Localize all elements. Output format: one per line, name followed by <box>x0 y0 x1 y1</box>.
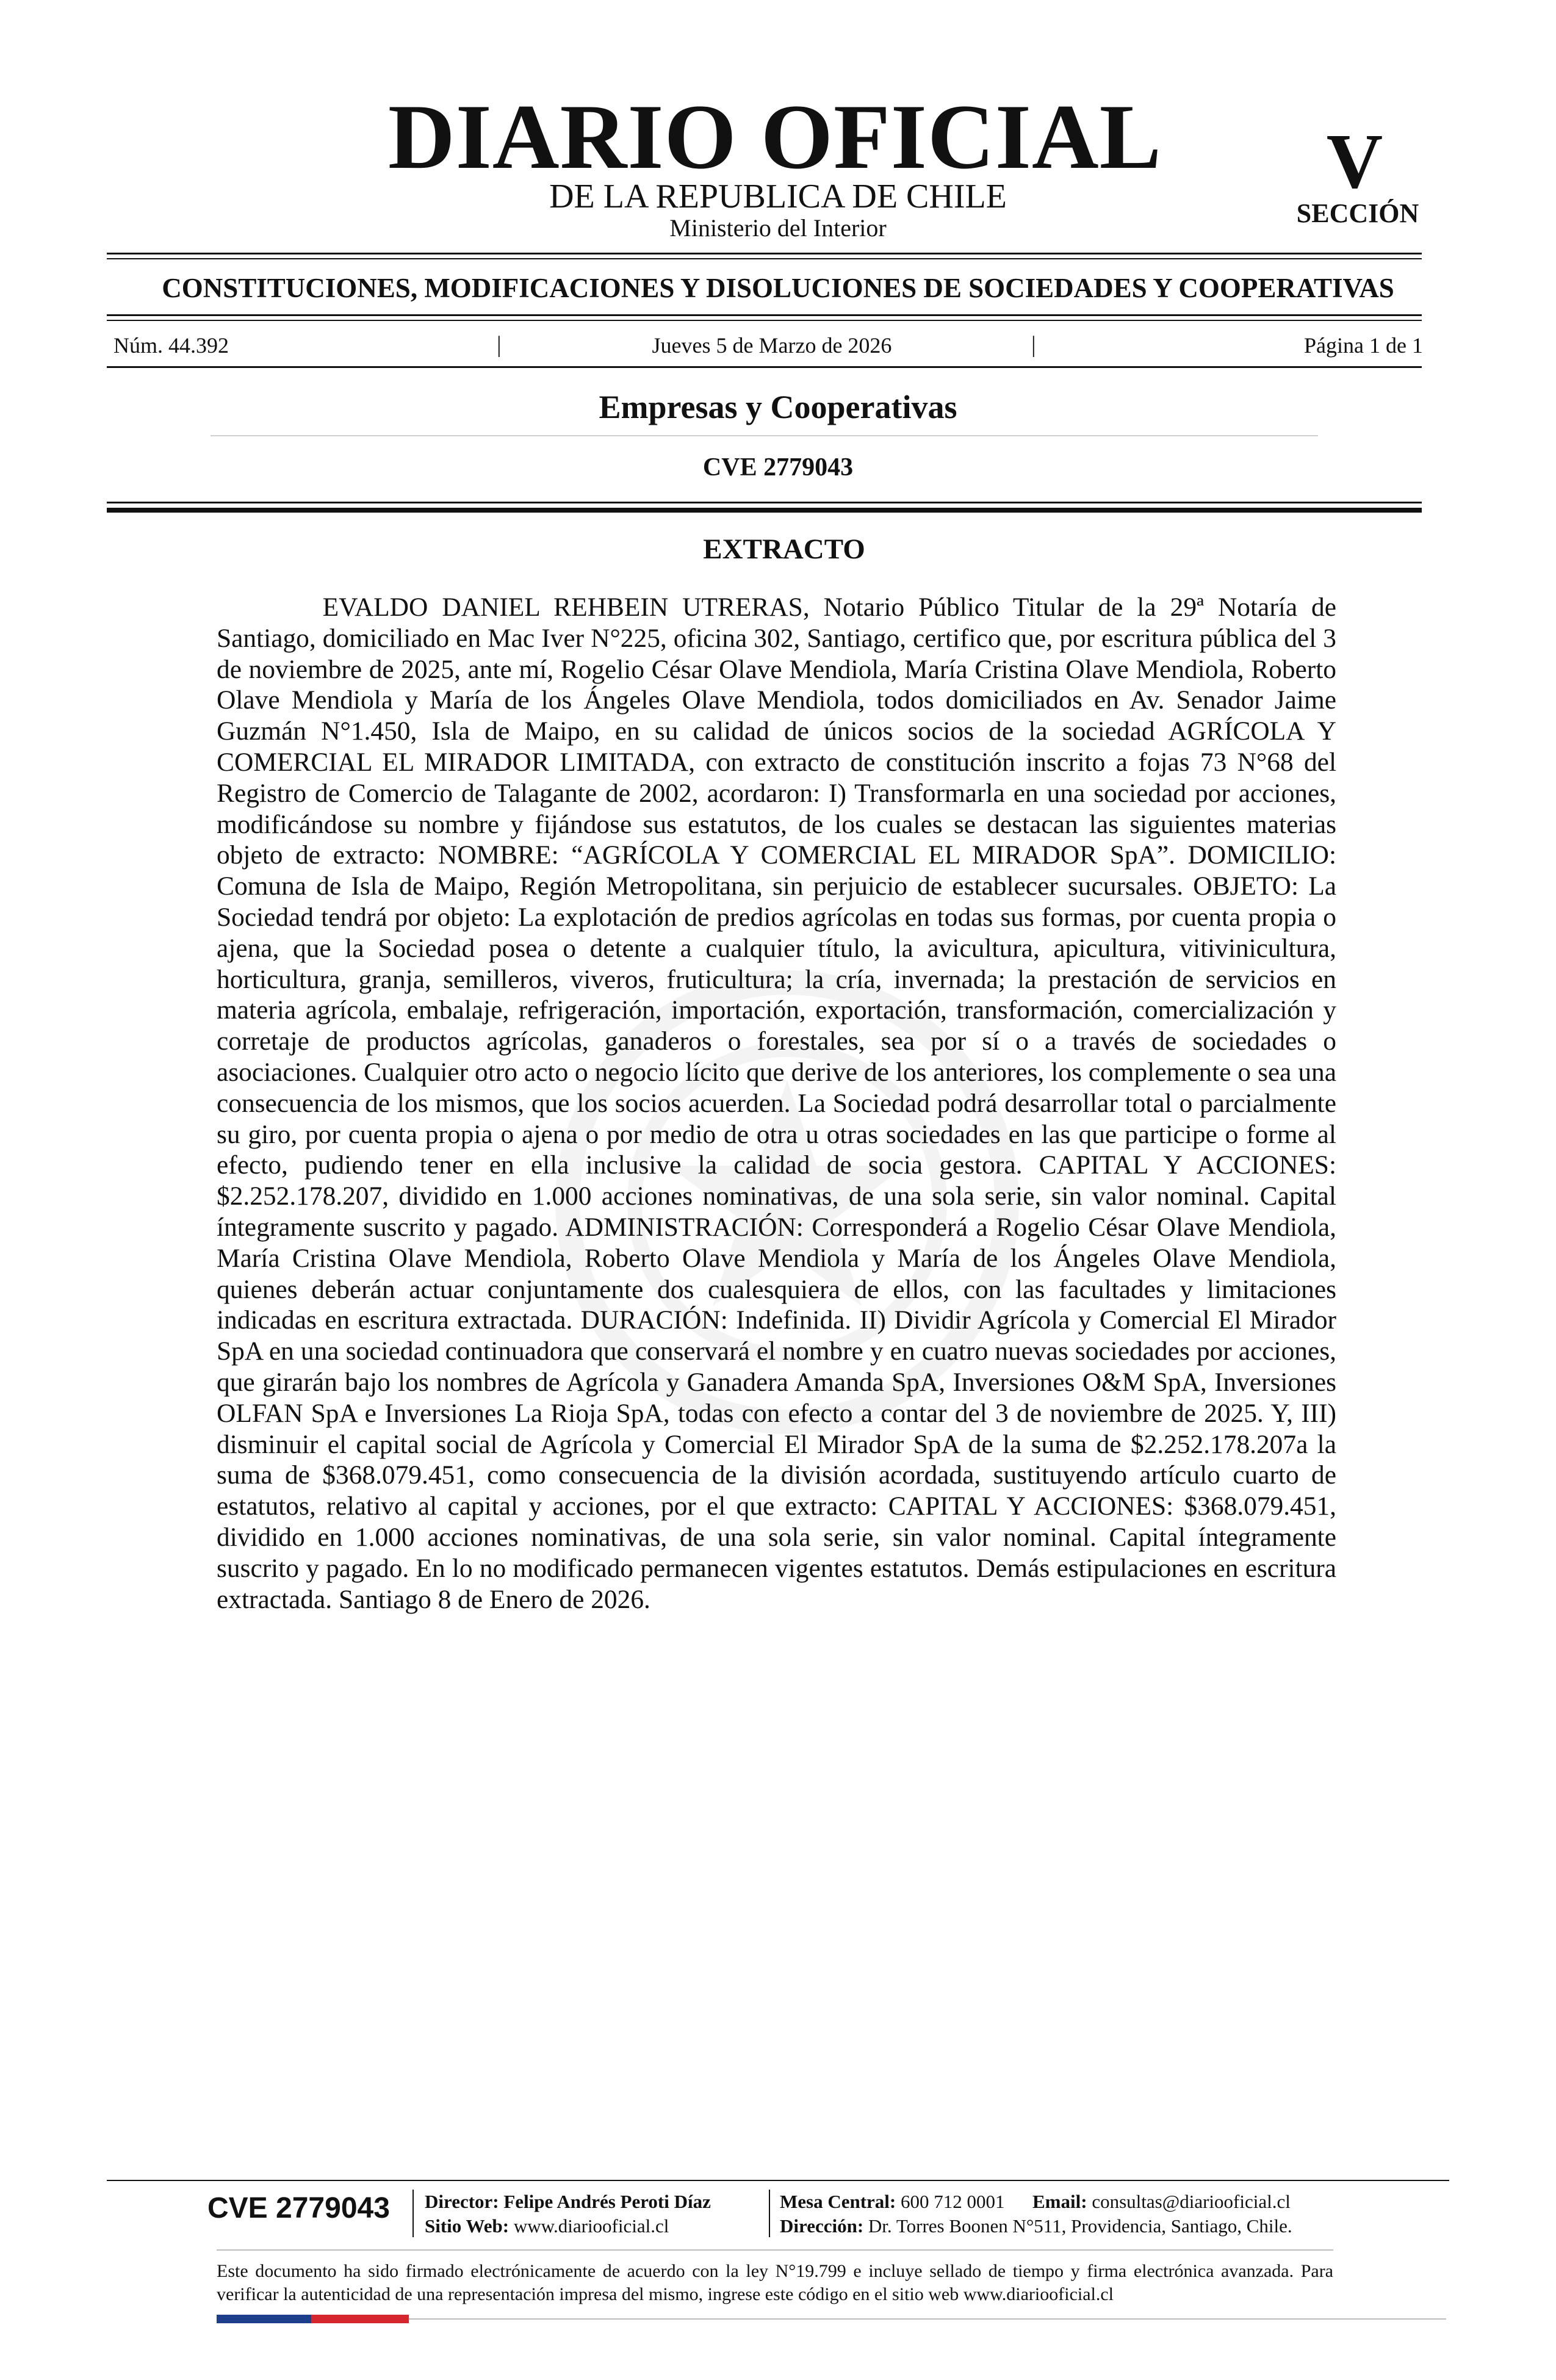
address-value: Dr. Torres Boonen N°511, Providencia, Santiago, Chile. <box>868 2215 1292 2237</box>
band-title: CONSTITUCIONES, MODIFICACIONES Y DISOLUCIONES DE SOCIEDADES Y COOPERATIVAS <box>162 273 1394 303</box>
masthead-ministry: Ministerio del Interior <box>669 214 887 242</box>
address-label: Dirección: <box>780 2215 864 2237</box>
issue-date: Jueves 5 de Marzo de 2026 <box>652 333 892 358</box>
footer-cve-code: CVE 2779043 <box>207 2192 390 2224</box>
subsection-divider <box>211 435 1318 436</box>
director-name: Felipe Andrés Peroti Díaz <box>503 2191 711 2212</box>
extract-body: EVALDO DANIEL REHBEIN UTRERAS, Notario Público Titular de la 29ª Notaría de Santiago, domiciliado en Mac Iver N°225, oficina 302, Santiago, certifico que, por escritura pública del 3 de noviembre de 2025, ante mí, Rogelio César Olave Mendiola, María Cristina Olave Mendiola, Roberto Olave Mendiola y María de los Ángeles Olave Mendiola, todos domiciliados en Av. Senador Jaime Guzmán N°1.450, Isla de Maipo, en su calidad de únicos socios de la sociedad AGRÍCOLA Y COMERCIAL EL MIRADOR LIMITADA, con extracto de constitución inscrito a fojas 73 N°68 del Registro de Comercio de Talagante de 2002, acordaron: I) Transformarla en una sociedad por acciones, modificándose su nombre y fijándose sus estatutos, de los cuales se destacan las siguientes materias objeto de extracto: NOMBRE: “AGRÍCOLA Y COMERCIAL EL MIRADOR SpA”. DOMICILIO: Comuna de Isla de Maipo, Región Metropolitana, sin perjuicio de establecer sucursales. OBJETO: La Sociedad tendrá por objeto: La explotación de predios agrícolas en todas sus formas, por cuenta propia o ajena, que la Sociedad posea o detente a cualquier título, la avicultura, apicultura, vitivinicultura, horticultura, granja, semilleros, viveros, fruticultura; la cría, invernada; la prestación de servicios en materia agrícola, embalaje, refrigeración, importación, exportación, transformación, comercialización y corretaje de productos agrícolas, ganaderos o forestales, sea por sí o a través de sociedades o asociaciones. Cualquier otro acto o negocio lícito que derive de los anteriores, los complemente o sea una consecuencia de los mismos, que los socios acuerden. La Sociedad podrá desarrollar total o parcialmente su giro, por cuenta propia o ajena o por medio de otra u otras sociedades en las que participe o forme al efecto, pudiendo tener en ella inclusive la calidad de socia gestora. CAPITAL Y ACCIONES: $2.252.178.207, dividido en 1.000 acciones nominativas, de una sola serie, sin valor nominal. Capital íntegramente suscrito y pagado. ADMINISTRACIÓN: Corresponderá a Rogelio César Olave Mendiola, María Cristina Olave Mendiola, Roberto Olave Mendiola y María de los Ángeles Olave Mendiola, quienes deberán actuar conjuntamente dos cualesquiera de ellos, con las facultades y limitaciones indicadas en escritura extractada. DURACIÓN: Indefinida. II) Dividir Agrícola y Comercial El Mirador SpA en una sociedad continuadora que conservará el nombre y en cuatro nuevas sociedades por acciones, que girarán bajo los nombres de Agrícola y Ganadera Amanda SpA, Inversiones O&M SpA, Inversiones OLFAN SpA e Inversiones La Rioja SpA, todas con efecto a contar del 3 de noviembre de 2025. Y, III) disminuir el capital social de Agrícola y Comercial El Mirador SpA de la suma de $2.252.178.207a la suma de $368.079.451, como consecuencia de la división acordada, sustituyendo artículo cuarto de estatutos, relativo al capital y acciones, por el que extracto: CAPITAL Y ACCIONES: $368.079.451, dividido en 1.000 acciones nominativas, de una sola serie, sin valor nominal. Capital íntegramente suscrito y pagado. En lo no modificado permanecen vigentes estatutos. Demás estipulaciones en escritura extractada. Santiago 8 de Enero de 2026. <box>217 593 1336 1614</box>
flag-stripe-line <box>409 2318 1446 2320</box>
band-rule-bottom <box>107 320 1422 321</box>
footer-divider <box>412 2190 414 2237</box>
footer-address <box>780 2216 1292 2235</box>
masthead-title: DIARIO OFICIAL <box>387 85 1162 188</box>
footer-rule <box>107 2180 1449 2181</box>
footer-mesa-central <box>780 2192 1291 2211</box>
section-letter: V <box>1326 118 1383 204</box>
issue-number: Núm. 44.392 <box>113 333 229 358</box>
website-link[interactable]: www.diariooficial.cl <box>513 2215 669 2237</box>
mesa-central-phone: 600 712 0001 <box>901 2191 1005 2212</box>
director-label: Director: <box>425 2191 499 2212</box>
footer-note-rule <box>217 2249 1333 2251</box>
masthead-rule-top <box>107 253 1422 254</box>
masthead-rule-bottom <box>107 258 1422 259</box>
footer-divider <box>769 2190 770 2237</box>
website-label: Sitio Web: <box>425 2215 510 2237</box>
page-indicator: Página 1 de 1 <box>1304 333 1423 358</box>
meta-separator: | <box>1031 332 1036 358</box>
email-label: Email: <box>1032 2191 1087 2212</box>
footer-director <box>425 2192 711 2211</box>
mesa-central-label: Mesa Central: <box>780 2191 896 2212</box>
flag-stripe-blue <box>217 2315 311 2323</box>
section-label: SECCIÓN <box>1296 198 1419 228</box>
meta-rule <box>107 366 1422 368</box>
content-rule-top <box>107 502 1422 503</box>
content-rule-bottom <box>107 508 1422 513</box>
meta-separator: | <box>497 332 502 358</box>
footer-signature-note: Este documento ha sido firmado electrónicamente de acuerdo con la ley N°19.799 e incluye sellado de tiempo y firma electrónica avanzada. Para verificar la autenticidad de una representación impresa del mismo, ingrese este código en el sitio web www.diariooficial.cl <box>217 2261 1333 2304</box>
document-heading: EXTRACTO <box>703 533 865 565</box>
masthead-subtitle: DE LA REPUBLICA DE CHILE <box>549 178 1007 215</box>
footer-website <box>425 2216 669 2235</box>
band-rule-top <box>107 314 1422 316</box>
email-link[interactable]: consultas@diariooficial.cl <box>1092 2191 1291 2212</box>
subsection-title: Empresas y Cooperativas <box>599 389 957 425</box>
flag-stripe-red <box>311 2315 409 2323</box>
cve-code: CVE 2779043 <box>702 453 854 481</box>
